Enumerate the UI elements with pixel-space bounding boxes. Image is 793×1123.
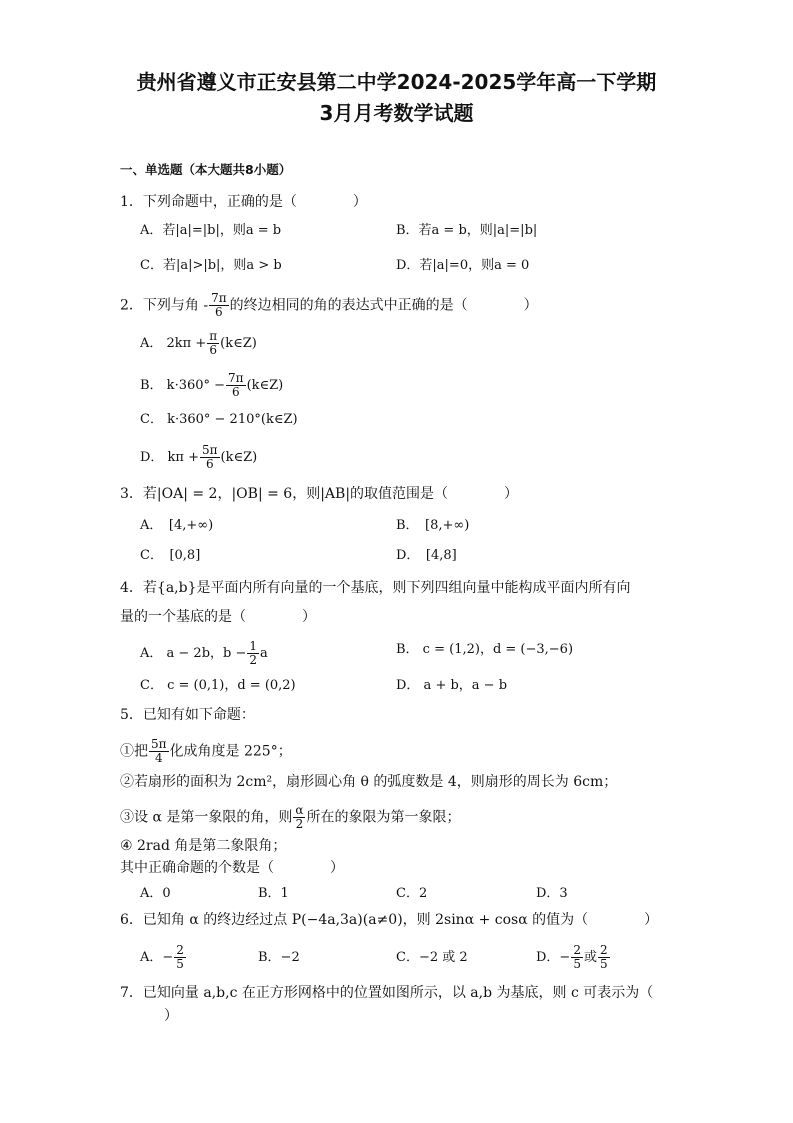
q6-a-fraction (174, 944, 186, 971)
q5-proposition-1 (120, 738, 292, 765)
q4-option-a (140, 640, 268, 667)
q5-p3-post: 所在的象限为第一象限； (306, 809, 461, 826)
q2-option-a (140, 330, 257, 357)
q1-stem: 1．下列命题中，正确的是（ ） (120, 194, 367, 210)
q6-stem: 6．已知角 α 的终边经过点 P(−4a,3a)(a≠0)，则 2sinα + cosα 的值为（ ） (120, 912, 659, 928)
q2-b-fraction (226, 372, 246, 399)
q7-stem-line2: ） (164, 1008, 178, 1024)
q5-p1-den: 4 (154, 751, 163, 765)
q2-d-pre: D． kπ + (140, 450, 200, 465)
q5-option-d: D．3 (536, 886, 568, 901)
q1-option-a: A．若|a|=|b|，则a = b (140, 223, 282, 238)
q2-d-fraction (200, 444, 220, 471)
exam-title-line2: 3月月考数学试题 (319, 101, 474, 125)
q5-proposition-4: ④ 2rad 角是第二象限角； (120, 838, 287, 854)
q5-p3-fraction (293, 804, 305, 831)
q5-proposition-2: ②若扇形的面积为 2cm²，扇形圆心角 θ 的弧度数是 4，则扇形的周长为 6cm； (120, 774, 618, 790)
q4-option-d: D． a + b，a − b (396, 678, 508, 693)
q2-frac-den: 6 (215, 305, 223, 319)
q6-d-mid: 或 (583, 950, 597, 965)
q5-p1-fraction (149, 738, 169, 765)
q5-proposition-3 (120, 804, 460, 831)
q4-a-num: 1 (249, 639, 258, 653)
q4-stem-line2: 量的一个基底的是（ ） (120, 609, 316, 625)
q1-option-b: B．若a = b，则|a|=|b| (396, 223, 538, 238)
q2-a-num: π (209, 329, 218, 343)
q2-b-pre: B． k·360° − (140, 378, 226, 393)
q2-d-den: 6 (205, 457, 214, 471)
q3-option-b: B． [8,+∞) (396, 518, 470, 533)
q4-a-den: 2 (249, 653, 258, 667)
q5-option-c: C．2 (396, 886, 428, 901)
q6-option-c: C．−2 或 2 (396, 950, 468, 965)
q2-stem-post: 的终边相同的角的表达式中正确的是（ ） (229, 297, 538, 314)
q4-a-post: a (260, 646, 268, 661)
q4-stem-line1: 4．若{a,b}是平面内所有向量的一个基底，则下列四组向量中能构成平面内所有向 (120, 580, 631, 596)
q2-b-post: (k∈Z) (246, 378, 284, 393)
q5-option-b: B．1 (258, 886, 289, 901)
q6-d-den2: 5 (599, 957, 608, 971)
q2-a-pre: A． 2kπ + (140, 336, 207, 351)
q4-option-b: B． c = (1,2)，d = (−3,−6) (396, 642, 574, 657)
exam-title-line1: 贵州省遵义市正安县第二中学2024-2025学年高一下学期 (136, 70, 657, 94)
q2-a-fraction (207, 330, 219, 357)
q6-d-pre: D．− (536, 950, 571, 965)
q2-a-den: 6 (209, 343, 218, 357)
q2-b-den: 6 (231, 385, 240, 399)
q6-a-pre: A．− (140, 950, 174, 965)
q5-p1-post: 化成角度是 225°； (169, 743, 292, 760)
section-heading: 一、单选题（本大题共8小题） (120, 162, 292, 177)
q5-p3-pre: ③设 α 是第一象限的角，则 (120, 809, 293, 826)
q6-option-d (536, 944, 611, 971)
q1-option-c: C．若|a|>|b|，则a > b (140, 258, 282, 273)
q6-d-num1: 2 (573, 943, 581, 957)
q2-option-b (140, 372, 283, 399)
q6-a-den: 5 (176, 957, 184, 971)
q2-fraction (209, 292, 229, 319)
q2-d-num: 5π (202, 443, 218, 457)
q4-option-c: C． c = (0,1)，d = (0,2) (140, 678, 296, 693)
q5-option-a: A．0 (140, 886, 171, 901)
q4-a-fraction (247, 640, 259, 667)
q6-d-fraction-1 (571, 944, 583, 971)
q2-option-d (140, 444, 257, 471)
q5-p3-num: α (295, 803, 304, 817)
q2-stem-pre: 2．下列与角 - (120, 297, 209, 314)
q5-p1-pre: ①把 (120, 743, 148, 760)
q2-option-c: C． k·360° − 210°(k∈Z) (140, 412, 298, 427)
q5-stem: 5．已知有如下命题： (120, 707, 255, 723)
q6-d-fraction-2 (598, 944, 610, 971)
q6-a-num: 2 (176, 943, 184, 957)
q6-option-b: B．−2 (258, 950, 300, 965)
q5-p1-num: 5π (151, 737, 167, 751)
q4-a-pre: A． a − 2b，b − (140, 646, 247, 661)
q6-d-den1: 5 (573, 957, 581, 971)
q5-p3-den: 2 (295, 817, 304, 831)
q3-option-a: A． [4,+∞) (140, 518, 214, 533)
q2-d-post: (k∈Z) (220, 450, 258, 465)
q5-stem-2: 其中正确命题的个数是（ ） (120, 860, 344, 876)
q6-option-a (140, 944, 187, 971)
q2-b-num: 7π (228, 371, 244, 385)
q7-stem-line1: 7．已知向量 a,b,c 在正方形网格中的位置如图所示，以 a,b 为基底，则 c 可表示为（ (120, 985, 654, 1001)
q1-option-d: D．若|a|=0，则a = 0 (396, 258, 530, 273)
q6-d-num2: 2 (599, 943, 608, 957)
q2-stem (120, 292, 538, 319)
q3-option-c: C． [0,8] (140, 548, 201, 563)
q2-a-post: (k∈Z) (220, 336, 257, 351)
q2-frac-num: 7π (211, 291, 227, 305)
q3-stem: 3．若|OA| = 2，|OB| = 6，则|AB|的取值范围是（ ） (120, 486, 519, 502)
q3-option-d: D． [4,8] (396, 548, 457, 563)
